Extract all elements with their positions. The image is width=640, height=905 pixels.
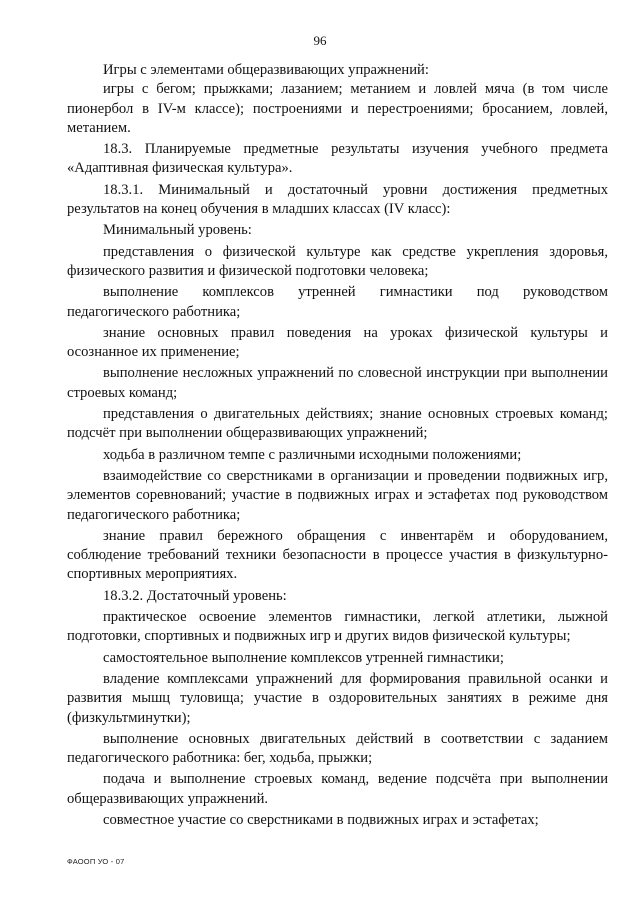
minimal-level-heading: Минимальный уровень: bbox=[103, 222, 252, 239]
list-item: знание основных правил поведения на уроках физической культуры и осознанное их применение; bbox=[67, 324, 608, 361]
list-item: выполнение основных двигательных действий в соответствии с заданием педагогического работника: бег, ходьба, прыжки; bbox=[67, 730, 608, 767]
sufficient-level-heading: 18.3.2. Достаточный уровень: bbox=[103, 587, 287, 604]
document-code: ФАООП УО - 07 bbox=[67, 857, 125, 866]
list-item: самостоятельное выполнение комплексов утренней гимнастики; bbox=[103, 649, 504, 666]
document-body bbox=[67, 61, 608, 830]
list-item: знание правил бережного обращения с инвентарём и оборудованием, соблюдение требований техники безопасности в процессе участия в физкультурно-спортивных мероприятиях. bbox=[67, 527, 608, 583]
list-item: подача и выполнение строевых команд, ведение подсчёта при выполнении общеразвивающих упражнений. bbox=[67, 771, 608, 807]
list-item: выполнение несложных упражнений по словесной инструкции при выполнении строевых команд; bbox=[67, 365, 608, 401]
section-heading-18-3-1: 18.3.1. Минимальный и достаточный уровни достижения предметных результатов на конец обучения в младших классах (IV класс): bbox=[67, 181, 608, 218]
section-heading-18-3: 18.3. Планируемые предметные результаты изучения учебного предмета «Адаптивная физическая культура». bbox=[67, 141, 608, 177]
list-item: владение комплексами упражнений для формирования правильной осанки и развития мышц туловища; участие в оздоровительных занятиях в режиме дня (физкультминутки); bbox=[67, 670, 608, 726]
list-item: практическое освоение элементов гимнастики, легкой атлетики, лыжной подготовки, спортивных и подвижных игр и других видов физической культуры; bbox=[67, 609, 608, 645]
paragraph-games-list: игры с бегом; прыжками; лазанием; метанием и ловлей мяча (в том числе пионербол в IV-м классе); построениями и перестроениями; бросанием, ловлей, метанием. bbox=[67, 81, 608, 136]
list-item: выполнение комплексов утренней гимнастики под руководством педагогического работника; bbox=[67, 284, 608, 320]
list-item: ходьба в различном темпе с различными исходными положениями; bbox=[103, 446, 522, 463]
list-item: представления о физической культуре как средстве укрепления здоровья, физического развития и физической подготовки человека; bbox=[67, 243, 608, 279]
page-number: 96 bbox=[313, 33, 327, 48]
list-item: совместное участие со сверстниками в подвижных играх и эстафетах; bbox=[103, 811, 539, 828]
list-item: представления о двигательных действиях; знание основных строевых команд; подсчёт при выполнении общеразвивающих упражнений; bbox=[67, 406, 608, 442]
paragraph-games-heading: Игры с элементами общеразвивающих упражнений: bbox=[103, 62, 429, 78]
list-item: взаимодействие со сверстниками в организации и проведении подвижных игр, элементов соревнований; участие в подвижных играх и эстафетах под руководством педагогического работника; bbox=[67, 467, 608, 523]
